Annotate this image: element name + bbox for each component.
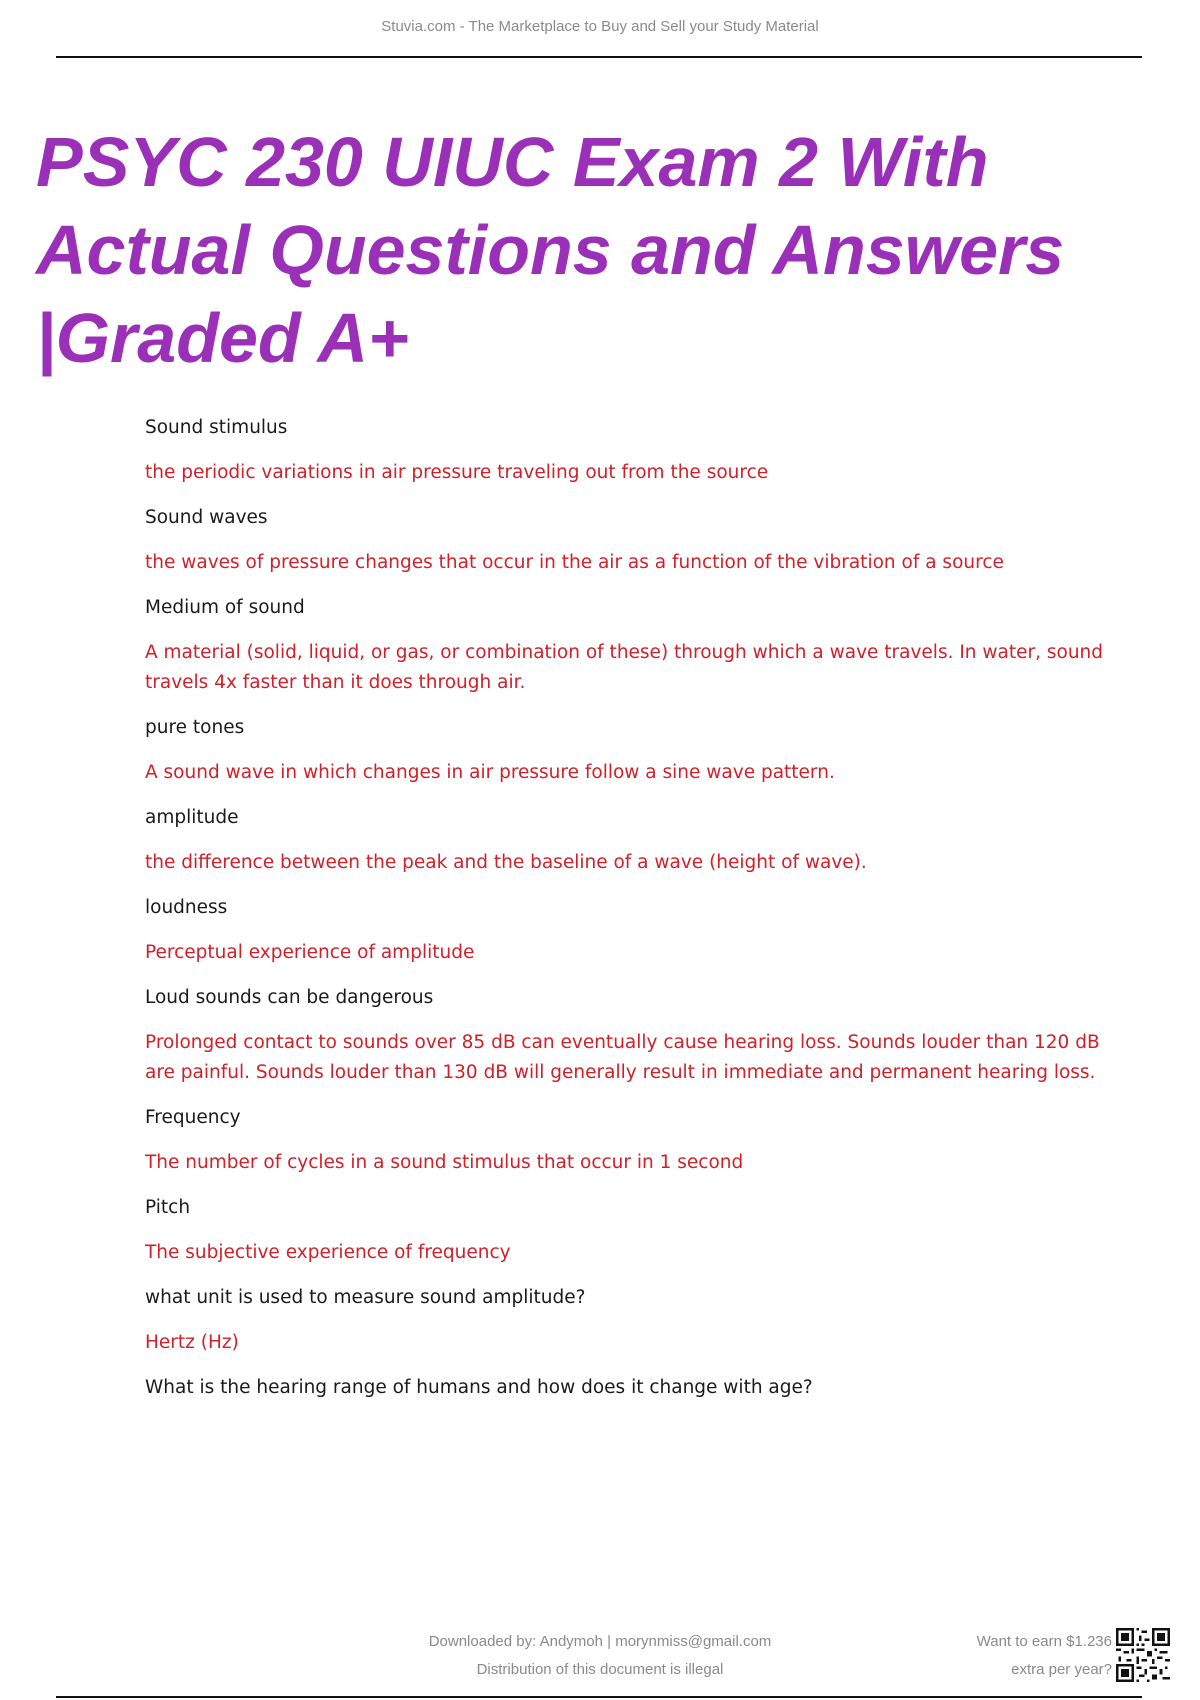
question: loudness bbox=[145, 897, 228, 918]
question: Medium of sound bbox=[145, 597, 305, 618]
answer: The subjective experience of frequency bbox=[145, 1242, 511, 1263]
question: Frequency bbox=[145, 1107, 241, 1128]
answer: Hertz (Hz) bbox=[145, 1332, 239, 1353]
question: Sound waves bbox=[145, 507, 268, 528]
qa-item bbox=[145, 983, 1105, 1088]
distribution-notice: Distribution of this document is illegal bbox=[476, 1661, 724, 1678]
downloaded-by-text: Downloaded by: Andymoh | morynmiss@gmail.com bbox=[428, 1633, 772, 1650]
answer: The number of cycles in a sound stimulus that occur in 1 second bbox=[145, 1152, 744, 1173]
answer: the difference between the peak and the baseline of a wave (height of wave). bbox=[145, 852, 867, 873]
document-title: PSYC 230 UIUC Exam 2 With Actual Questions and Answers |Graded A+ bbox=[36, 123, 1065, 377]
promo-text[interactable] bbox=[977, 1628, 1112, 1684]
qa-list bbox=[145, 413, 1105, 1418]
qa-item bbox=[145, 1193, 1105, 1268]
qa-item bbox=[145, 803, 1105, 878]
footer-divider bbox=[56, 1696, 1142, 1698]
qa-item bbox=[145, 893, 1105, 968]
qa-item bbox=[145, 1103, 1105, 1178]
qa-item bbox=[145, 593, 1105, 698]
qa-item bbox=[145, 1373, 1105, 1403]
answer: the waves of pressure changes that occur in the air as a function of the vibration of a source bbox=[145, 552, 1004, 573]
answer: A sound wave in which changes in air pressure follow a sine wave pattern. bbox=[145, 762, 835, 783]
header-divider bbox=[56, 56, 1142, 58]
question: amplitude bbox=[145, 807, 239, 828]
answer: the periodic variations in air pressure traveling out from the source bbox=[145, 462, 769, 483]
answer: Prolonged contact to sounds over 85 dB can eventually cause hearing loss. Sounds louder than 120 dB are painful. Sounds louder than 130 dB will generally result in immediate and permanent hearing loss. bbox=[145, 1032, 1100, 1083]
answer: A material (solid, liquid, or gas, or combination of these) through which a wave travels. In water, sound travels 4x faster than it does through air. bbox=[145, 642, 1104, 693]
site-header: Stuvia.com - The Marketplace to Buy and Sell your Study Material bbox=[381, 18, 819, 35]
question: What is the hearing range of humans and how does it change with age? bbox=[145, 1377, 813, 1398]
question: Pitch bbox=[145, 1197, 191, 1218]
question: what unit is used to measure sound amplitude? bbox=[145, 1287, 586, 1308]
answer: Perceptual experience of amplitude bbox=[145, 942, 475, 963]
qa-item bbox=[145, 503, 1105, 578]
qr-code-icon[interactable] bbox=[1116, 1628, 1170, 1682]
qa-item bbox=[145, 713, 1105, 788]
promo-line-1[interactable]: Want to earn $1.236 bbox=[976, 1633, 1112, 1650]
question: Sound stimulus bbox=[145, 417, 288, 438]
question: pure tones bbox=[145, 717, 245, 738]
question: Loud sounds can be dangerous bbox=[145, 987, 434, 1008]
qa-item bbox=[145, 1283, 1105, 1358]
qa-item bbox=[145, 413, 1105, 488]
promo-line-2[interactable]: extra per year? bbox=[1011, 1661, 1112, 1678]
